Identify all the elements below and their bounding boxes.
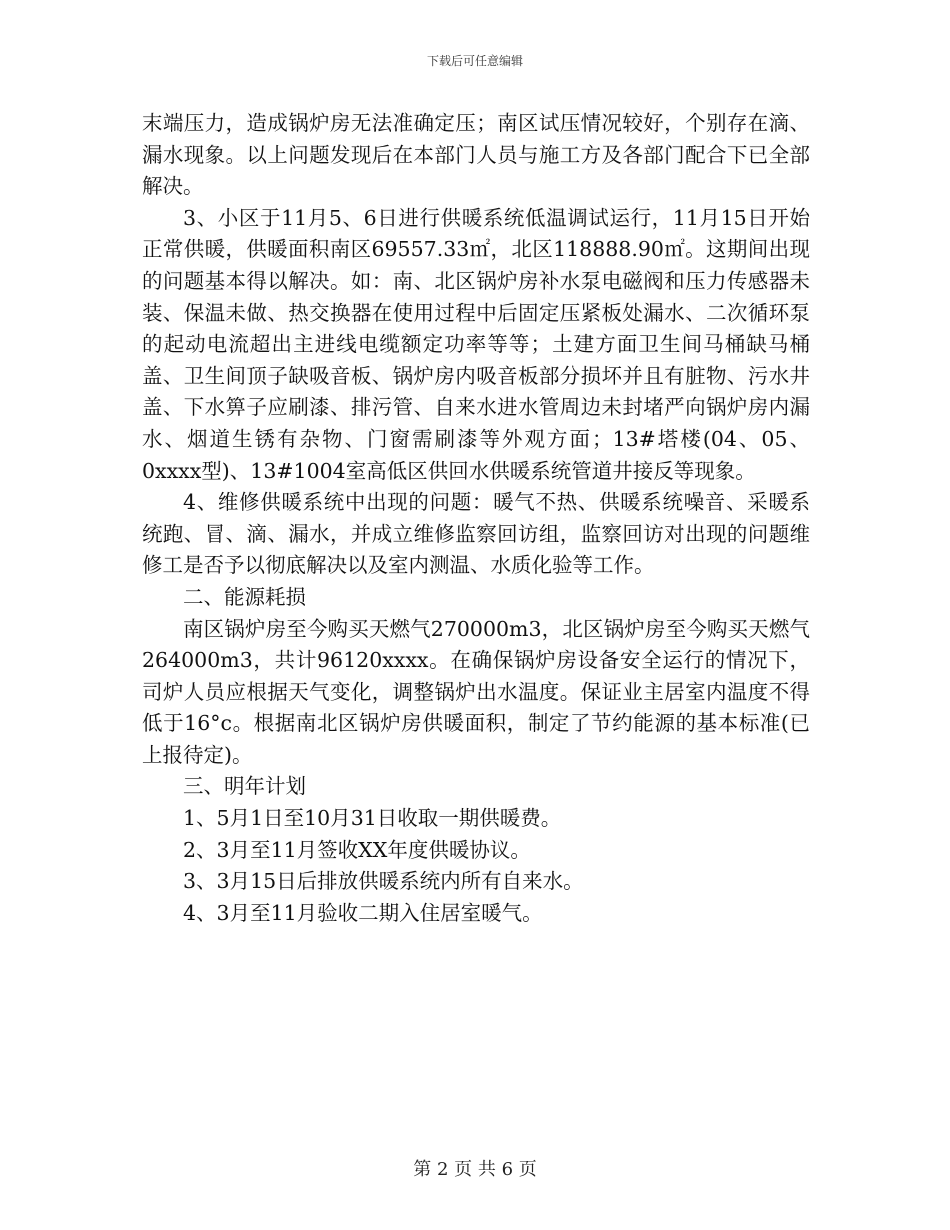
paragraph-energy: 南区锅炉房至今购买天燃气270000m3，北区锅炉房至今购买天燃气264000m3，共计96120xxxx。在确保锅炉房设备安全运行的情况下，司炉人员应根据天气变化，调整锅炉出水温度。保证业主居室内温度不得低于16°c。根据南北区锅炉房供暖面积，制定了节约能源的基本标准(已上报待定)。 [142,616,810,767]
page-number-footer: 第 2 页 共 6 页 [413,1159,537,1180]
plan-item-2: 2、3月至11月签收XX年度供暖协议。 [183,837,531,862]
paragraph-continuation: 末端压力，造成锅炉房无法准确定压；南区试压情况较好，个别存在滴、漏水现象。以上问题发现后在本部门人员与施工方及各部门配合下已全部解决。 [142,111,810,199]
document-body [142,108,810,929]
page-header: 下载后可任意编辑 [426,54,523,68]
plan-item-4: 4、3月至11月验收二期入住居室暖气。 [183,900,543,925]
section-heading-energy: 二、能源耗损 [183,584,306,609]
section-heading-plan: 三、明年计划 [183,774,306,799]
plan-item-1: 1、5月1日至10月31日收取一期供暖费。 [183,806,562,831]
paragraph-item-3: 3、小区于11月5、6日进行供暖系统低温调试运行，11月15日开始正常供暖，供暖面积南区69557.33㎡，北区118888.90㎡。这期间出现的问题基本得以解决。如：南、北区锅炉房补水泵电磁阀和压力传感器未装、保温未做、热交换器在使用过程中后固定压紧板处漏水、二次循环泵的起动电流超出主进线电缆额定功率等等；土建方面卫生间马桶缺马桶盖、卫生间顶子缺吸音板、锅炉房内吸音板部分损坏并且有脏物、污水井盖、下水箅子应刷漆、排污管、自来水进水管周边未封堵严向锅炉房内漏水、烟道生锈有杂物、门窗需刷漆等外观方面；13#塔楼(04、05、0xxxx型)、13#1004室高低区供回水供暖系统管道井接反等现象。 [142,205,810,483]
paragraph-item-4: 4、维修供暖系统中出现的问题：暖气不热、供暖系统噪音、采暖系统跑、冒、滴、漏水，并成立维修监察回访组，监察回访对出现的问题维修工是否予以彻底解决以及室内测温、水质化验等工作。 [142,490,810,578]
plan-item-3: 3、3月15日后排放供暖系统内所有自来水。 [183,869,584,894]
